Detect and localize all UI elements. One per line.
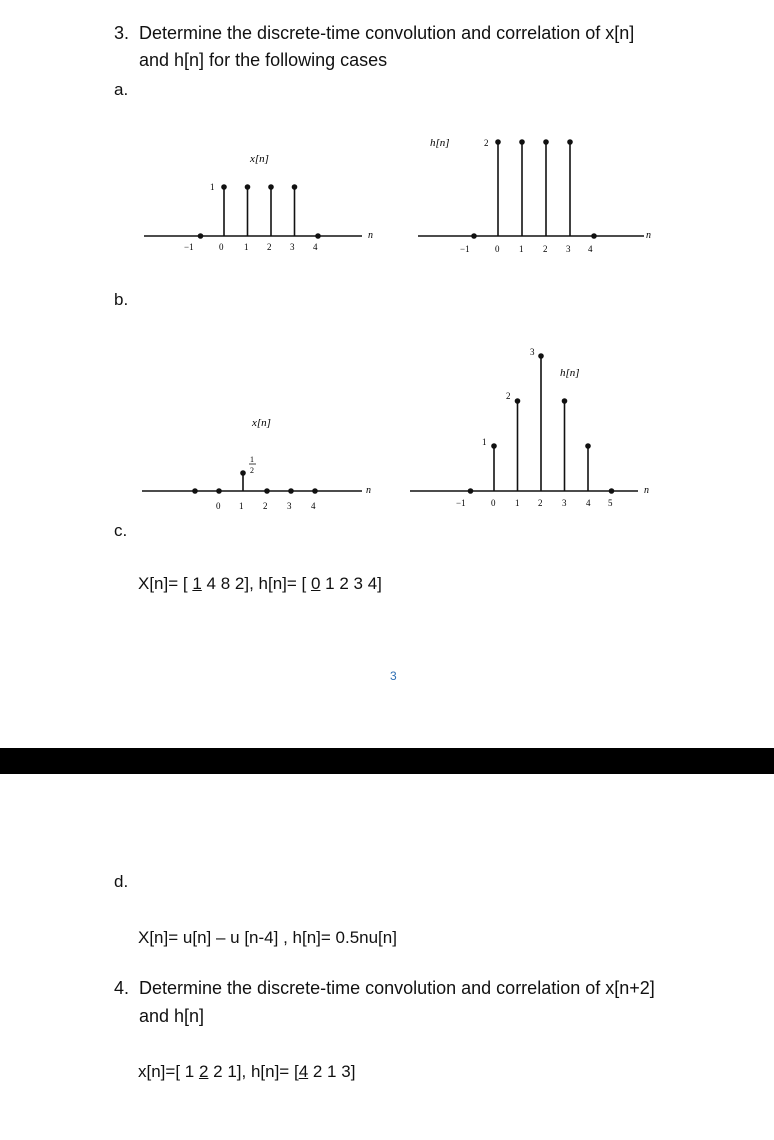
b-h-tick: 3 <box>562 498 567 508</box>
b-x-n-label: n <box>366 485 371 496</box>
stem-point <box>264 488 270 494</box>
b-h-annot-3: 3 <box>530 347 535 357</box>
b-h-annot-2: 2 <box>506 391 511 401</box>
b-x-tick: 0 <box>216 501 221 511</box>
c-h-origin: 0 <box>310 574 321 593</box>
a-x-tick: 1 <box>244 242 249 252</box>
stem-point <box>585 443 591 449</box>
question-4-formula <box>138 1062 355 1082</box>
question-4-line-2: and h[n] <box>139 1006 205 1026</box>
stem-point <box>221 184 227 190</box>
stem-point <box>240 470 246 476</box>
stem-point <box>538 353 544 359</box>
stem-point <box>198 233 204 239</box>
page-number: 3 <box>390 669 397 683</box>
q4-x-origin: 2 <box>198 1062 209 1081</box>
stem-point <box>609 488 615 494</box>
a-h-tick: 4 <box>588 244 593 254</box>
part-b-plots <box>0 330 774 520</box>
q4-x-rest: 2 1], h[n]= [ <box>208 1062 299 1081</box>
stem-point <box>312 488 318 494</box>
b-h-tick: 2 <box>538 498 543 508</box>
stem-point <box>268 184 274 190</box>
b-h-tick: −1 <box>456 498 466 508</box>
part-d-label: d. <box>114 872 129 891</box>
question-4-number: 4. <box>114 978 130 998</box>
a-h-tick: 3 <box>566 244 571 254</box>
stem-point <box>192 488 198 494</box>
b-h-n-label: n <box>644 485 649 496</box>
c-x-origin: 1 <box>192 574 202 593</box>
b-x-tick: 3 <box>287 501 292 511</box>
part-b-label: b. <box>114 290 129 309</box>
b-h-tick: 5 <box>608 498 613 508</box>
question-3-line-2: and h[n] for the following cases <box>139 50 388 70</box>
a-x-title: x[n] <box>250 153 269 165</box>
a-h-ticks <box>460 244 593 254</box>
stem-point <box>471 233 477 239</box>
stem-point <box>543 139 549 145</box>
b-h-tick: 4 <box>586 498 591 508</box>
b-x-tick: 2 <box>263 501 268 511</box>
a-x-tick: 3 <box>290 242 295 252</box>
q4-x-prefix: x[n]=[ 1 <box>138 1062 199 1081</box>
b-h-tick: 0 <box>491 498 496 508</box>
a-h-title: h[n] <box>430 137 450 149</box>
a-h-tick: 1 <box>519 244 524 254</box>
a-h-annot-2: 2 <box>484 138 489 148</box>
a-h-tick: −1 <box>460 244 470 254</box>
stem-point <box>315 233 321 239</box>
b-x-title: x[n] <box>252 417 271 429</box>
stem-point <box>288 488 294 494</box>
part-c-label: c. <box>114 521 128 540</box>
a-x-tick: 2 <box>267 242 272 252</box>
a-x-tick: −1 <box>184 242 194 252</box>
b-h-title: h[n] <box>560 367 580 379</box>
b-x-half-den: 2 <box>250 466 254 475</box>
stem-point <box>567 139 573 145</box>
page-break-bar <box>0 748 774 774</box>
b-x-ticks <box>216 501 316 511</box>
b-h-ticks <box>456 498 613 508</box>
part-d-formula: X[n]= u[n] – u [n-4] , h[n]= 0.5nu[n] <box>138 928 397 947</box>
b-h-tick: 1 <box>515 498 520 508</box>
b-x-half-fraction <box>249 455 256 475</box>
stem-point <box>591 233 597 239</box>
a-h-tick: 2 <box>543 244 548 254</box>
a-x-tick: 0 <box>219 242 224 252</box>
b-x-half-num: 1 <box>250 455 254 464</box>
question-4-line-1: Determine the discrete-time convolution and correlation of x[n+2] <box>139 978 655 998</box>
stem-point <box>468 488 474 494</box>
stem-point <box>495 139 501 145</box>
a-h-n-label: n <box>646 230 651 241</box>
stem-point <box>519 139 525 145</box>
a-x-ticks <box>184 242 318 252</box>
b-x-tick: 4 <box>311 501 316 511</box>
c-x-rest: 4 8 2], h[n]= [ <box>201 574 311 593</box>
c-x-prefix: X[n]= [ <box>138 574 193 593</box>
a-h-tick: 0 <box>495 244 500 254</box>
part-c-formula <box>138 574 382 594</box>
question-3-line-1: Determine the discrete-time convolution and correlation of x[n] <box>139 23 635 43</box>
a-x-tick: 4 <box>313 242 318 252</box>
stem-point <box>245 184 251 190</box>
q4-h-origin: 4 <box>298 1062 309 1081</box>
b-h-annot-1: 1 <box>482 437 487 447</box>
stem-point <box>562 398 568 404</box>
part-a-plots <box>0 0 774 290</box>
question-3-number: 3. <box>114 23 130 43</box>
stem-point <box>491 443 497 449</box>
c-h-rest: 1 2 3 4] <box>320 574 382 593</box>
stem-point <box>292 184 298 190</box>
a-x-annot-1: 1 <box>210 182 215 192</box>
part-a-label: a. <box>114 80 129 99</box>
q4-h-rest: 2 1 3] <box>308 1062 356 1081</box>
stem-point <box>515 398 521 404</box>
a-x-n-label: n <box>368 230 373 241</box>
stem-point <box>216 488 222 494</box>
b-x-tick: 1 <box>239 501 244 511</box>
